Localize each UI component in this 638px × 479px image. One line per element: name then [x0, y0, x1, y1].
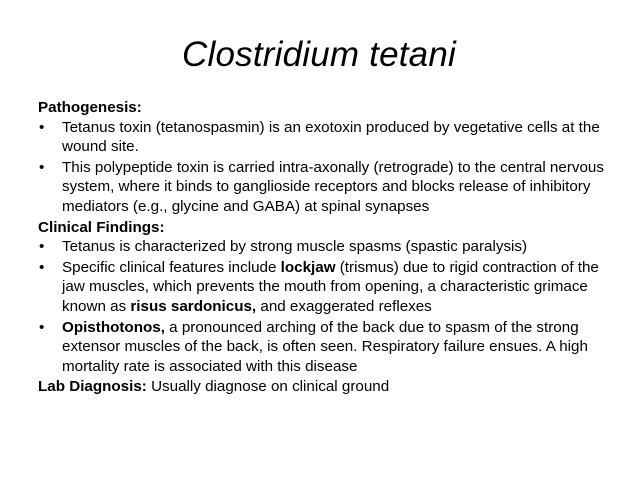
pathogenesis-list: [38, 118, 618, 217]
opisthotonos-term: Opisthotonos,: [62, 318, 165, 336]
bullet-text: Tetanus is characterized by strong muscle spasms (spastic paralysis): [62, 238, 528, 256]
bullet-text-post: and exaggerated reflexes: [256, 297, 432, 315]
slide-title: Clostridium tetani: [182, 35, 456, 74]
bullet-icon: •: [39, 118, 45, 136]
bullet-text: Tetanus toxin (tetanospasmin) is an exotoxin produced by vegetative cells at the wound site.: [62, 118, 600, 156]
bullet-icon: •: [39, 238, 45, 256]
list-item: [38, 118, 618, 157]
bullet-text-mid: (trismus) due to rigid contraction of the jaw muscles, which prevents the mouth from opening, a characteristic grimace known as: [62, 258, 599, 315]
bullet-icon: •: [39, 258, 45, 276]
lab-diagnosis: [38, 377, 618, 397]
lab-diagnosis-label: Lab Diagnosis:: [38, 378, 147, 396]
list-item: [38, 318, 618, 377]
bullet-icon: •: [39, 158, 45, 176]
risus-sardonicus-term: risus sardonicus,: [130, 297, 257, 315]
clinical-heading: Clinical Findings:: [38, 218, 165, 236]
clinical-list: [38, 237, 618, 376]
list-item: [38, 237, 618, 257]
list-item: [38, 258, 618, 317]
list-item: [38, 158, 618, 217]
pathogenesis-heading: Pathogenesis:: [38, 99, 142, 116]
bullet-text-rest: a pronounced arching of the back due to spasm of the strong extensor muscles of the back, is often seen. Respiratory failure ensues. A high mortality rate is associated with this disease: [62, 318, 588, 375]
slide-content: [38, 98, 618, 397]
bullet-icon: •: [39, 318, 45, 336]
bullet-text: This polypeptide toxin is carried intra-axonally (retrograde) to the central nervous system, where it binds to ganglioside receptors and blocks release of inhibitory mediators (e.g., glycine and GABA) at spinal synapses: [62, 158, 604, 215]
lab-diagnosis-text: Usually diagnose on clinical ground: [146, 378, 390, 396]
bullet-text-pre: Specific clinical features include: [62, 258, 281, 276]
lockjaw-term: lockjaw: [280, 258, 336, 276]
